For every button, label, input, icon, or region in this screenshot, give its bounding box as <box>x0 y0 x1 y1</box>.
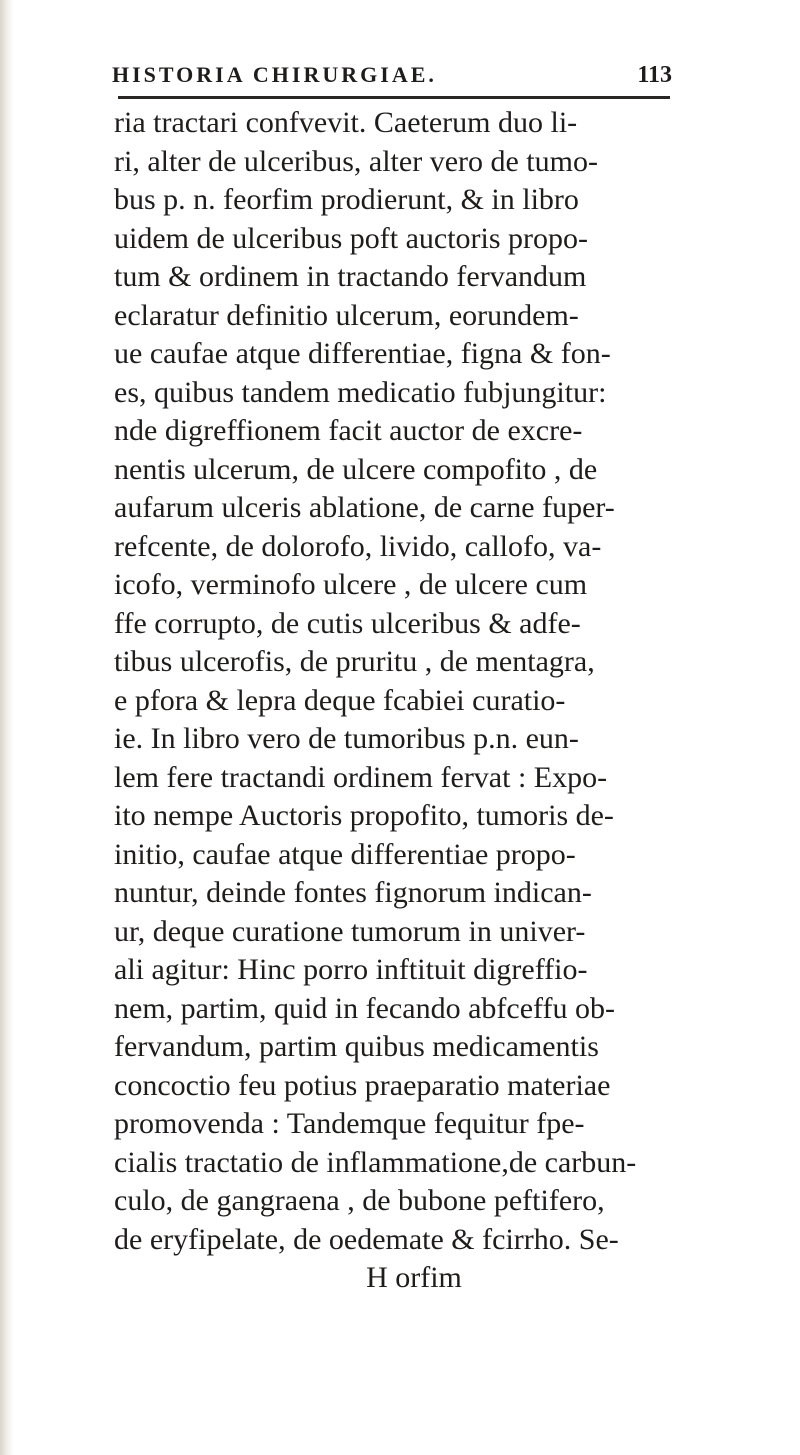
header-rule <box>118 96 670 99</box>
text-line: ito nempe Auctoris propofito, tumoris de- <box>114 799 614 832</box>
text-line: ri, alter de ulceribus, alter vero de tumo- <box>114 144 598 178</box>
text-line: culo, de gangraena , de bubone peftifero, <box>114 1184 605 1217</box>
text-line: fervandum, partim quibus medicamentis <box>114 1030 599 1063</box>
text-line: eclaratur definitio ulcerum, eorundem- <box>114 298 579 332</box>
body-text <box>114 104 714 1424</box>
signature-catchword-line: H orfim <box>366 1261 462 1294</box>
text-line: uidem de ulceribus poft auctoris propo- <box>114 221 589 255</box>
page-number: 113 <box>637 62 672 88</box>
text-line: tibus ulcerofis, de pruritu , de mentagra, <box>114 645 595 678</box>
text-line: nuntur, deinde fontes fignorum indican- <box>114 876 592 909</box>
text-line: cialis tractatio de inflammatione,de carbun- <box>114 1145 637 1179</box>
text-line: refcente, de dolorofo, livido, callofo, va- <box>114 529 602 563</box>
text-line: nde digreffionem facit auctor de excre- <box>114 414 583 447</box>
text-line: concoctio feu potius praeparatio materiae <box>114 1068 611 1102</box>
text-line: initio, caufae atque differentiae propo- <box>114 837 576 871</box>
text-line: e pfora & lepra deque fcabiei curatio- <box>114 683 566 717</box>
text-line: nem, partim, quid in fecando abfceffu ob- <box>114 991 615 1025</box>
text-line: nentis ulcerum, de ulcere compofito , de <box>114 452 598 486</box>
page-edge-shadow <box>0 0 14 1455</box>
text-line: ria tractari confvevit. Caeterum duo li- <box>114 106 578 139</box>
text-line: ali agitur: Hinc porro inftituit digreffio- <box>114 953 588 986</box>
text-line: aufarum ulceris ablatione, de carne fuper- <box>114 491 615 524</box>
text-line: promovenda : Tandemque fequitur fpe- <box>114 1107 585 1140</box>
running-title: HISTORIA CHIRURGIAE. <box>112 62 437 87</box>
text-line: ur, deque curatione tumorum in univer- <box>114 914 586 948</box>
text-line: ie. In libro vero de tumoribus p.n. eun- <box>114 722 579 755</box>
running-head <box>112 62 672 98</box>
text-line: lem fere tractandi ordinem fervat : Expo- <box>114 760 608 794</box>
text-line: ffe corrupto, de cutis ulceribus & adfe- <box>114 606 581 640</box>
text-line: tum & ordinem in tractando fervandum <box>114 260 587 293</box>
text-line: es, quibus tandem medicatio fubjungitur: <box>114 375 607 409</box>
text-line: ue caufae atque differentiae, figna & fon- <box>114 337 611 370</box>
text-line: bus p. n. feorfim prodierunt, & in libro <box>114 183 579 216</box>
text-line: de eryfipelate, de oedemate & fcirrho. Se- <box>114 1222 619 1256</box>
text-line: icofo, verminofo ulcere , de ulcere cum <box>114 568 588 601</box>
